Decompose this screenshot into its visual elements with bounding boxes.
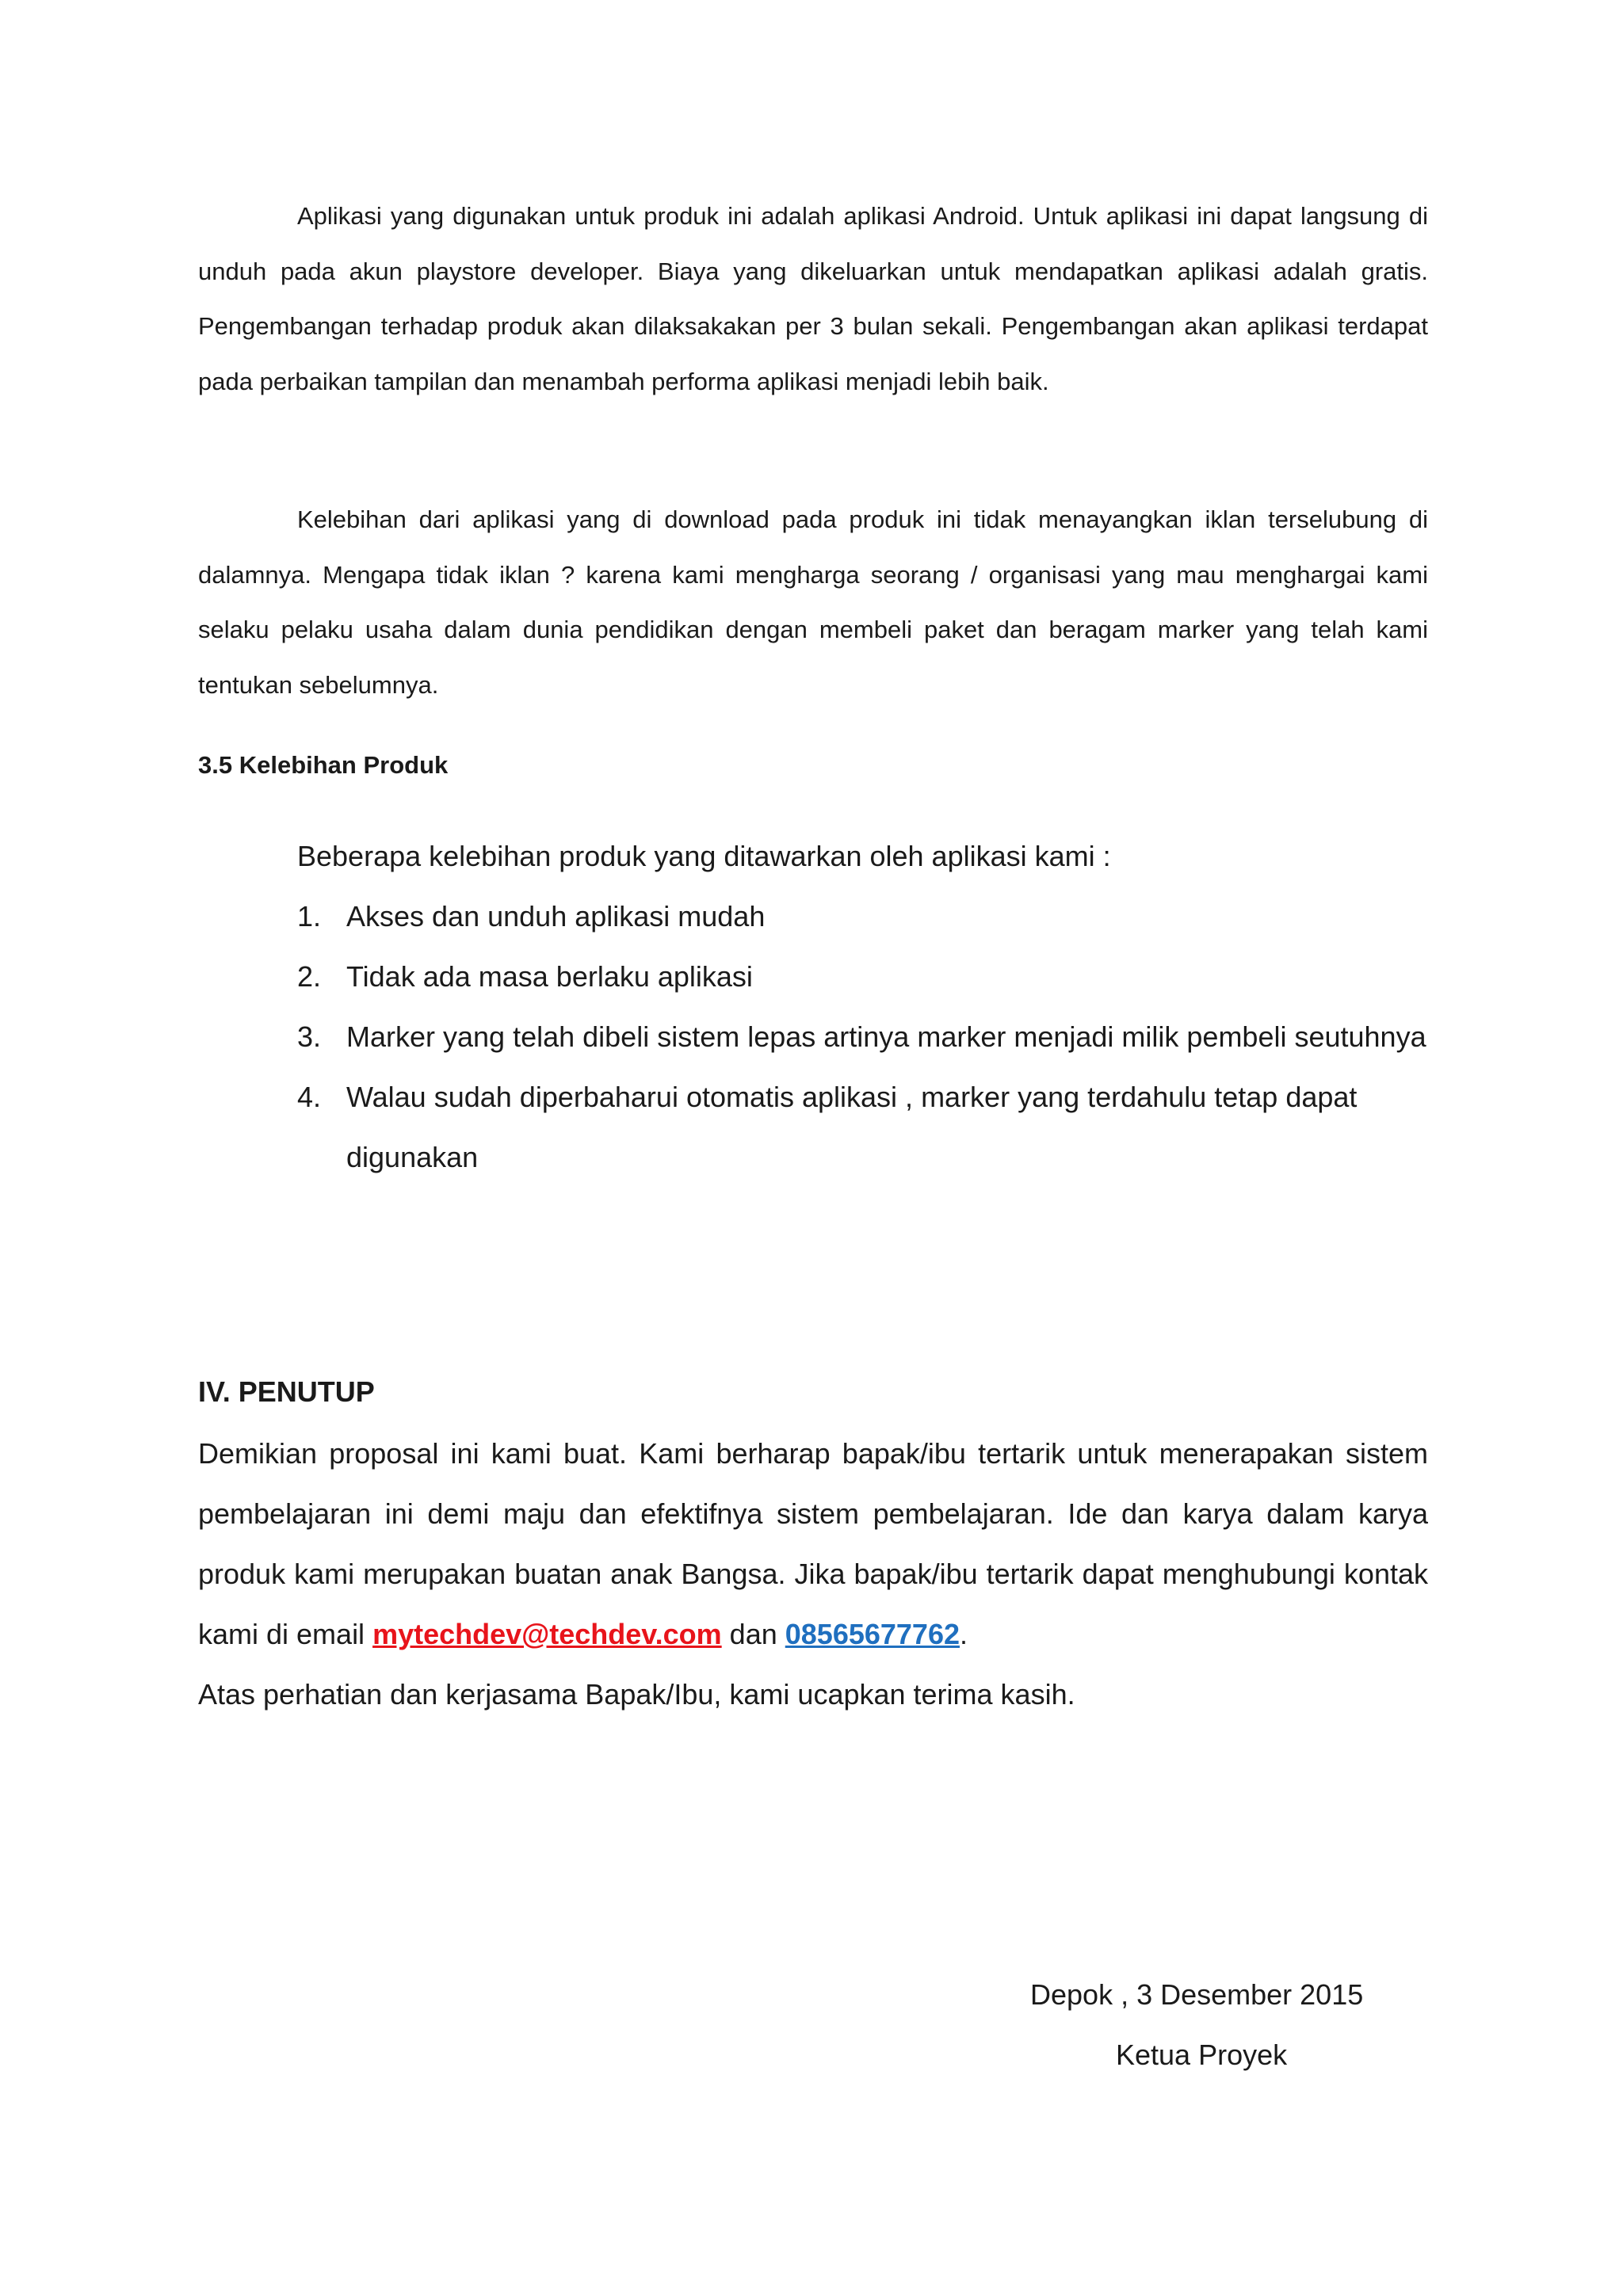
advantages-block: [297, 826, 1428, 1188]
paragraph-android-app: Aplikasi yang digunakan untuk produk ini adalah aplikasi Android. Untuk aplikasi ini dapat langsung di unduh pada akun playstore developer. Biaya yang dikeluarkan untuk mendapatkan aplikasi adalah gratis. Pengembangan terhadap produk akan dilaksakakan per 3 bulan sekali. Pengembangan akan aplikasi terdapat pada perbaikan tampilan dan menambah performa aplikasi menjadi lebih baik.: [198, 202, 1428, 395]
paragraph-no-ads: Kelebihan dari aplikasi yang di download pada produk ini tidak menayangkan iklan terselubung di dalamnya. Mengapa tidak iklan ? karena kami mengharga seorang / organisasi yang mau menghargai kami selaku pelaku usaha dalam dunia pendidikan dengan membeli paket dan beragam marker yang telah kami tentukan sebelumnya.: [198, 505, 1428, 699]
list-number: 2.: [297, 960, 322, 993]
section-heading-kelebihan-produk: 3.5 Kelebihan Produk: [198, 751, 449, 779]
advantages-list: [297, 887, 1428, 1188]
list-item-text: Akses dan unduh aplikasi mudah: [346, 900, 766, 933]
closing-connector: dan: [721, 1618, 785, 1650]
list-item-text: Marker yang telah dibeli sistem lepas artinya marker menjadi milik pembeli seutuhnya: [346, 1020, 1426, 1053]
list-item: [297, 1067, 1428, 1188]
email-link[interactable]: mytechdev@techdev.com: [372, 1618, 722, 1650]
list-number: 4.: [297, 1081, 322, 1113]
phone-link[interactable]: 08565677762: [785, 1618, 960, 1650]
list-item: [297, 887, 1428, 947]
section-heading-penutup: IV. PENUTUP: [198, 1375, 375, 1408]
closing-end-punct: .: [960, 1618, 968, 1650]
closing-paragraph: [198, 1424, 1428, 1665]
closing-text: Demikian proposal ini kami buat. Kami berharap bapak/ibu tertarik untuk menerapakan sistem pembelajaran ini demi maju dan efektifnya sistem pembelajaran. Ide dan karya dalam karya produk kami merupakan buatan anak Bangsa. Jika bapak/ibu tertarik dapat menghubungi kontak kami di email: [198, 1437, 1428, 1650]
list-item: [297, 1007, 1428, 1067]
list-number: 3.: [297, 1020, 322, 1053]
signature-place-date: Depok , 3 Desember 2015: [1030, 1978, 1364, 2011]
thanks-line: Atas perhatian dan kerjasama Bapak/Ibu, kami ucapkan terima kasih.: [198, 1678, 1075, 1711]
signature-role: Ketua Proyek: [1116, 2039, 1288, 2071]
list-item: [297, 947, 1428, 1007]
list-number: 1.: [297, 900, 322, 933]
list-item-text: Tidak ada masa berlaku aplikasi: [346, 960, 753, 993]
list-item-text: Walau sudah diperbaharui otomatis aplikasi , marker yang terdahulu tetap dapat digunakan: [346, 1081, 1358, 1173]
advantages-intro: Beberapa kelebihan produk yang ditawarkan oleh aplikasi kami :: [297, 840, 1111, 872]
